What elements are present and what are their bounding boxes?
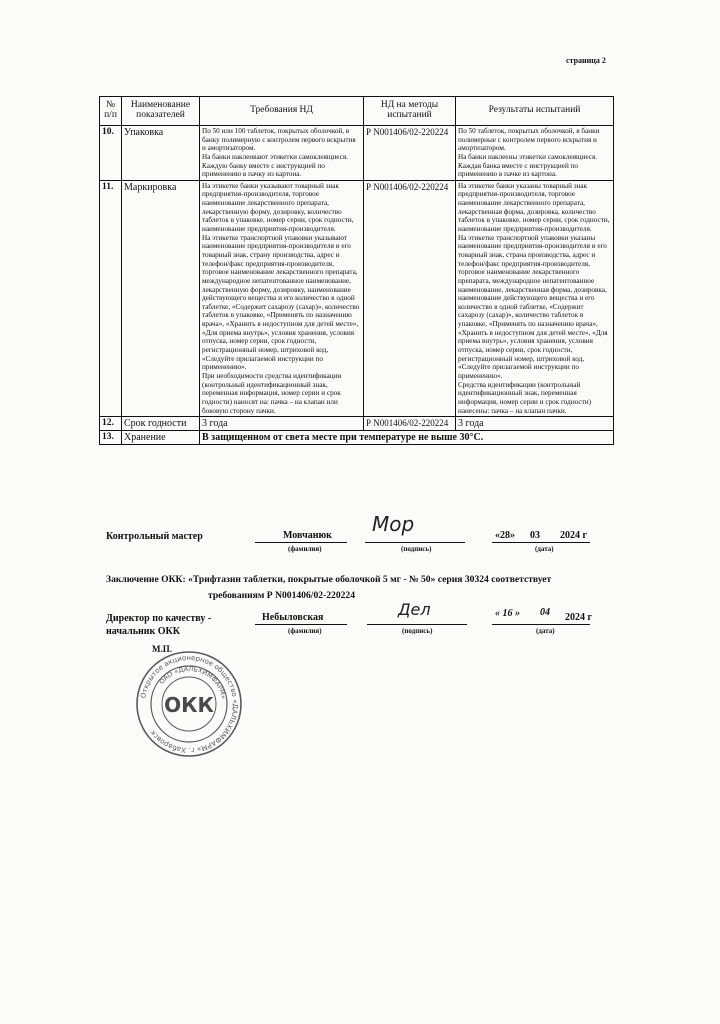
- controller-name-line: [255, 542, 347, 543]
- director-signature: Дел: [398, 600, 431, 619]
- row-requirements: [200, 126, 364, 181]
- requirement-text: По 50 или 100 таблеток, покрытых оболочкой, в банку полимерную с контролем первого вскрытия и амортизатором.: [202, 127, 356, 153]
- stamp-inner-text: ОАО «ДАЛЬХИМФАРМ»: [157, 664, 228, 700]
- requirement-text: Каждую банку вместе с инструкцией по применению в пачку из картона.: [202, 161, 325, 179]
- header-method: НД на методы испытаний: [364, 97, 456, 126]
- header-requirements: Требования НД: [200, 97, 364, 126]
- row-results: 3 года: [456, 417, 614, 431]
- header-results: Результаты испытаний: [456, 97, 614, 126]
- requirement-text: На этикетке банки указывают товарный знак предприятия-производителя, торговое наименование лекарственного препарата, лекарственную форму, дозировку, количество таблеток в упаковке, номер серии, срок годности, наименование предприятия-производителя.: [202, 181, 354, 234]
- test-results-table: [99, 96, 614, 445]
- table-header-row: [100, 97, 614, 126]
- row-indicator: Маркировка: [122, 180, 200, 416]
- row-indicator: Упаковка: [122, 126, 200, 181]
- table-row: [100, 431, 614, 445]
- controller-date-caption: (дата): [535, 545, 554, 553]
- controller-sign-line: [365, 542, 465, 543]
- stamp-mp-label: М.П.: [152, 644, 172, 654]
- row-method: Р N001406/02-220224: [364, 126, 456, 181]
- controller-name-caption: (фамилия): [288, 545, 322, 553]
- director-date-year: 2024 г: [565, 612, 593, 623]
- controller-date-year: 2024 г: [560, 530, 588, 541]
- row-results: [456, 126, 614, 181]
- requirement-text: При необходимости средства идентификации (контрольный идентификационный знак, переменная информация, номер серии и срок годности) наносят на: пачка – на клапан или боковую сторону пачки.: [202, 371, 342, 415]
- controller-date-month: 03: [530, 530, 540, 541]
- row-number: 12.: [100, 417, 122, 431]
- row-merged-value: В защищенном от света месте при температуре не выше 30°С.: [200, 431, 614, 445]
- controller-sign-caption: (подпись): [401, 545, 432, 553]
- stamp-ring-text: Открытое акционерное общество «ДАЛЬХИМФАРМ» г. Хабаровск: [139, 653, 240, 755]
- result-text: На этикетке банки указаны товарный знак предприятия-производителя, торговое наименование лекарственного препарата, лекарственная форма, дозировка, количество таблеток в упаковке, номер серии, срок годности, наименование предприятия-производителя.: [458, 181, 610, 234]
- result-text: Каждая банка вместе с инструкцией по применению в пачке из картона.: [458, 161, 579, 179]
- controller-date-day: «28»: [495, 530, 515, 541]
- director-date-line: [492, 624, 590, 625]
- row-requirements: 3 года: [200, 417, 364, 431]
- director-name: Небыловская: [262, 612, 324, 623]
- stamp-center-text: ОКК: [164, 693, 214, 717]
- director-sign-line: [367, 624, 467, 625]
- director-name-line: [255, 624, 347, 625]
- result-text: На банки наклеены этикетки самоклеящиеся.: [458, 152, 598, 161]
- header-indicator: Наименование показателей: [122, 97, 200, 126]
- requirement-text: На этикетке транспортной упаковки указывают наименование предприятия-производителя и его товарный знак, страну производства, адрес и телефон/факс предприятия-производителя, торговое наименование лекарственного препарата, международное непатентованное наименование, лекарственную форму, дозировку, наименование действующего вещества и его количество в одной таблетке, «Содержит сахарозу (сахар)», количество таблеток в упаковке, «Применять по назначению врача», «Хранить в недоступном для детей месте», «Для приема внутрь», условия хранения, условия отпуска, номер серии, срок годности, регистрационный номер, штриховой код, «Следуйте прилагаемой инструкции по применению».: [202, 233, 360, 372]
- director-sign-caption: (подпись): [402, 627, 433, 635]
- row-indicator: Хранение: [122, 431, 200, 445]
- director-name-caption: (фамилия): [288, 627, 322, 635]
- director-date-day: « 16 »: [495, 608, 520, 619]
- result-text: По 50 таблеток, покрытых оболочкой, в банки полимерные с контролем первого вскрытия и амортизатором.: [458, 127, 600, 153]
- row-results: [456, 180, 614, 416]
- row-indicator: Срок годности: [122, 417, 200, 431]
- row-number: 11.: [100, 180, 122, 416]
- controller-date-line: [492, 542, 590, 543]
- table-row: [100, 417, 614, 431]
- director-date-caption: (дата): [536, 627, 555, 635]
- header-number: № п/п: [100, 97, 122, 126]
- result-text: Средства идентификации (контрольный идентификационный знак, переменная информация, номер серии и срок годности) нанесены: пачка – на клапан пачки.: [458, 380, 592, 415]
- row-method: Р N001406/02-220224: [364, 180, 456, 416]
- table-row: [100, 180, 614, 416]
- controller-label: Контрольный мастер: [106, 531, 203, 542]
- company-stamp: [134, 649, 244, 759]
- page-number: страница 2: [566, 56, 606, 65]
- row-number: 13.: [100, 431, 122, 445]
- requirement-text: На банки наклеивают этикетки самоклеящиеся.: [202, 152, 348, 161]
- row-requirements: [200, 180, 364, 416]
- row-number: 10.: [100, 126, 122, 181]
- conclusion-line-1: Заключение ОКК: «Трифтазин таблетки, покрытые оболочкой 5 мг - № 50» серия 30324 соответствует: [106, 574, 552, 585]
- table-row: [100, 126, 614, 181]
- conclusion-line-2: требованиям Р N001406/02-220224: [208, 590, 356, 601]
- director-label-line-2: начальник ОКК: [106, 626, 181, 637]
- controller-signature: Мор: [372, 512, 415, 536]
- controller-name: Мовчанюк: [283, 530, 332, 541]
- result-text: На этикетке транспортной упаковки указаны наименование предприятия-производителя и его товарный знак, страна производства, адрес и телефон/факс предприятия-производителя, торговое наименование лекарственного препарата, международное непатентованное наименование, лекарственная форма, дозировка, наименование действующего вещества и его количество в одной таблетке, «Содержит сахарозу (сахар)», количество таблеток в упаковке, «Применять по назначению врача», «Хранить в недоступном для детей месте», «Для приема внутрь», условия хранения, условия отпуска, номер серии, срок годности, регистрационный номер, штриховой код, «Следуйте прилагаемой инструкции по применению».: [458, 233, 608, 380]
- director-date-month: 04: [540, 607, 550, 618]
- director-label-line-1: Директор по качеству -: [106, 613, 212, 624]
- row-method: Р N001406/02-220224: [364, 417, 456, 431]
